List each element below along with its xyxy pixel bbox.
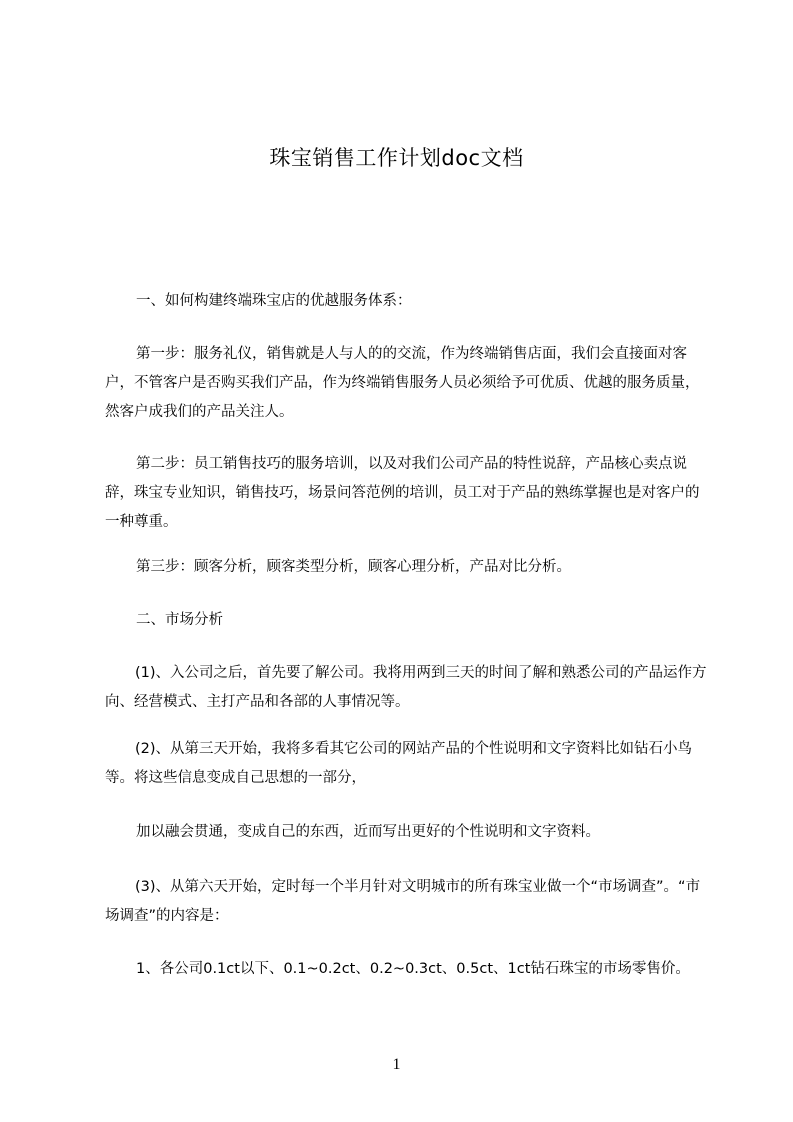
paragraph-market-item-two-continued: 加以融会贯通，变成自己的东西，近而写出更好的个性说明和文字资料。 (136, 824, 600, 840)
paragraph-step-two: 第二步：员工销售技巧的服务培训，以及对我们公司产品的特性说辞，产品核心卖点说辞，珠宝专业知识，销售技巧，场景问答范例的培训，员工对于产品的熟练掌握也是对客户的一种尊重。 (105, 456, 700, 530)
document-title: 珠宝销售工作计划doc文档 (269, 146, 524, 170)
paragraph-market-item-one: (1)、入公司之后，首先要了解公司。我将用两到三天的时间了解和熟悉公司的产品运作方向、经营模式、主打产品和各部的人事情况等。 (105, 665, 707, 710)
paragraph-market-item-two: (2)、从第三天开始，我将多看其它公司的网站产品的个性说明和文字资料比如钻石小鸟等。将这些信息变成自己思想的一部分， (105, 741, 693, 786)
paragraph-step-one: 第一步：服务礼仪，销售就是人与人的的交流，作为终端销售店面，我们会直接面对客户，不管客户是否购买我们产品，作为终端销售服务人员必须给予可优质、优越的服务质量，然客户成我们的产品关注人。 (105, 346, 700, 420)
section-heading-service-system: 一、如何构建终端珠宝店的优越服务体系： (136, 293, 412, 309)
paragraph-step-three: 第三步：顾客分析，顾客类型分析，顾客心理分析，产品对比分析。 (136, 559, 571, 575)
paragraph-market-survey-item-one: 1、各公司0.1ct以下、0.1~0.2ct、0.2~0.3ct、0.5ct、1ct钻石珠宝的市场零售价。 (136, 961, 690, 977)
page-number: 1 (392, 1056, 401, 1073)
section-heading-market-analysis: 二、市场分析 (136, 612, 223, 628)
paragraph-market-item-three: (3)、从第六天开始，定时每一个半月针对文明城市的所有珠宝业做一个“市场调查”。“市场调查”的内容是： (105, 879, 701, 924)
